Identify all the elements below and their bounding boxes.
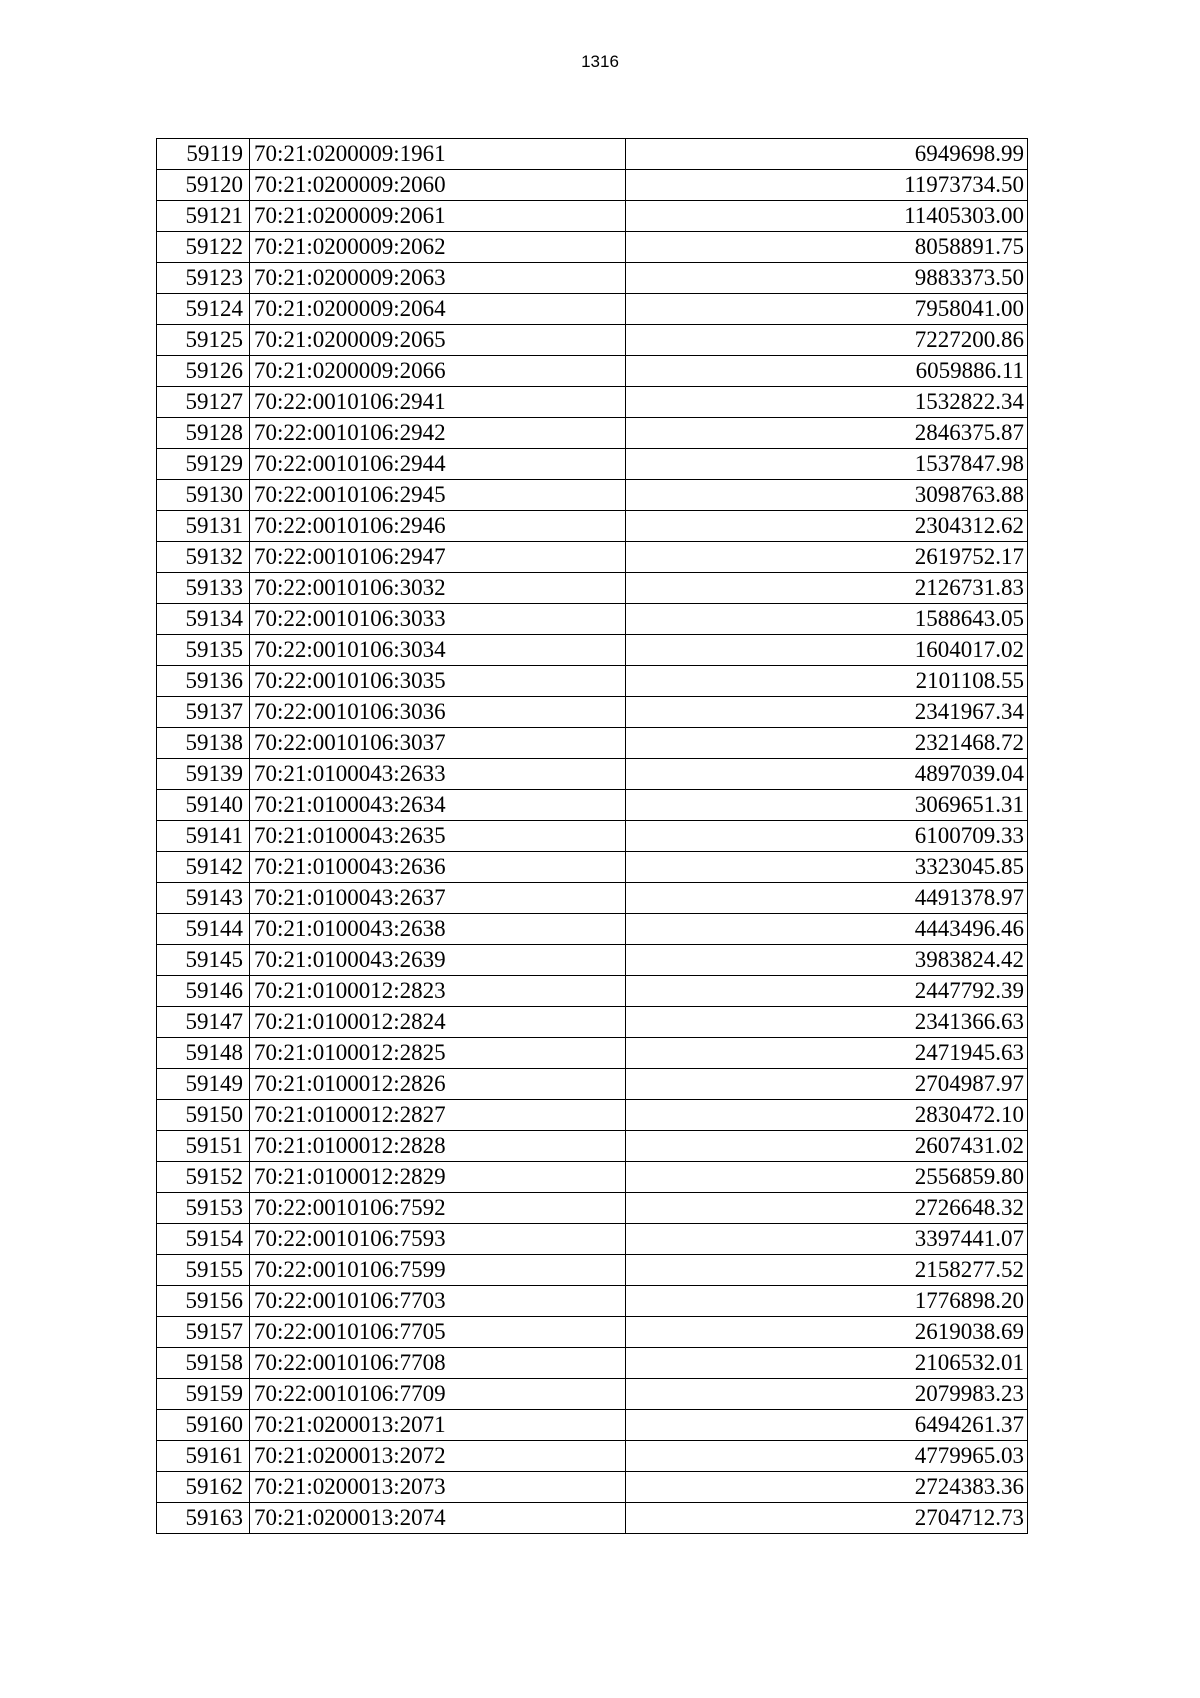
cadastral-number-cell: 70:22:0010106:3034 — [250, 635, 626, 666]
cadastral-number-cell: 70:22:0010106:7599 — [250, 1255, 626, 1286]
table-row — [157, 604, 1028, 635]
row-number-cell: 59126 — [157, 356, 250, 387]
cadastral-number-cell: 70:22:0010106:7709 — [250, 1379, 626, 1410]
row-number-cell: 59159 — [157, 1379, 250, 1410]
row-number-cell: 59146 — [157, 976, 250, 1007]
cadastral-value-cell: 1604017.02 — [626, 635, 1028, 666]
row-number-cell: 59153 — [157, 1193, 250, 1224]
table-row — [157, 1286, 1028, 1317]
table-row — [157, 232, 1028, 263]
row-number-cell: 59163 — [157, 1503, 250, 1534]
cadastral-value-cell: 11405303.00 — [626, 201, 1028, 232]
table-row — [157, 449, 1028, 480]
row-number-cell: 59122 — [157, 232, 250, 263]
table-row — [157, 1100, 1028, 1131]
cadastral-value-cell: 1537847.98 — [626, 449, 1028, 480]
table-row — [157, 852, 1028, 883]
table-row — [157, 294, 1028, 325]
cadastral-value-cell: 2106532.01 — [626, 1348, 1028, 1379]
cadastral-value-cell: 4779965.03 — [626, 1441, 1028, 1472]
cadastral-value-cell: 3323045.85 — [626, 852, 1028, 883]
row-number-cell: 59129 — [157, 449, 250, 480]
cadastral-value-cell: 6494261.37 — [626, 1410, 1028, 1441]
cadastral-number-cell: 70:22:0010106:3035 — [250, 666, 626, 697]
table-row — [157, 1441, 1028, 1472]
row-number-cell: 59128 — [157, 418, 250, 449]
cadastral-number-cell: 70:22:0010106:7593 — [250, 1224, 626, 1255]
row-number-cell: 59147 — [157, 1007, 250, 1038]
row-number-cell: 59124 — [157, 294, 250, 325]
cadastral-number-cell: 70:21:0100012:2828 — [250, 1131, 626, 1162]
cadastral-value-cell: 7958041.00 — [626, 294, 1028, 325]
cadastral-number-cell: 70:22:0010106:2946 — [250, 511, 626, 542]
cadastral-number-cell: 70:22:0010106:7705 — [250, 1317, 626, 1348]
cadastral-number-cell: 70:21:0100012:2829 — [250, 1162, 626, 1193]
cadastral-value-cell: 2447792.39 — [626, 976, 1028, 1007]
table-row — [157, 201, 1028, 232]
cadastral-value-table — [156, 138, 1028, 1534]
row-number-cell: 59138 — [157, 728, 250, 759]
row-number-cell: 59139 — [157, 759, 250, 790]
table-row — [157, 263, 1028, 294]
table-row — [157, 821, 1028, 852]
table-row — [157, 1038, 1028, 1069]
cadastral-value-cell: 2126731.83 — [626, 573, 1028, 604]
page-number: 1316 — [581, 52, 619, 71]
cadastral-value-cell: 2704987.97 — [626, 1069, 1028, 1100]
table-row — [157, 1069, 1028, 1100]
table-row — [157, 1224, 1028, 1255]
row-number-cell: 59135 — [157, 635, 250, 666]
cadastral-number-cell: 70:21:0200013:2074 — [250, 1503, 626, 1534]
cadastral-number-cell: 70:22:0010106:2944 — [250, 449, 626, 480]
table-row — [157, 914, 1028, 945]
cadastral-number-cell: 70:21:0100012:2825 — [250, 1038, 626, 1069]
cadastral-number-cell: 70:21:0100043:2638 — [250, 914, 626, 945]
table-row — [157, 666, 1028, 697]
row-number-cell: 59142 — [157, 852, 250, 883]
row-number-cell: 59149 — [157, 1069, 250, 1100]
cadastral-value-cell: 9883373.50 — [626, 263, 1028, 294]
cadastral-number-cell: 70:21:0100043:2635 — [250, 821, 626, 852]
cadastral-value-cell: 1588643.05 — [626, 604, 1028, 635]
cadastral-number-cell: 70:21:0100043:2639 — [250, 945, 626, 976]
cadastral-value-table-container — [156, 138, 1027, 1534]
row-number-cell: 59132 — [157, 542, 250, 573]
cadastral-value-cell: 2726648.32 — [626, 1193, 1028, 1224]
cadastral-value-cell: 2704712.73 — [626, 1503, 1028, 1534]
table-row — [157, 1007, 1028, 1038]
table-row — [157, 1503, 1028, 1534]
table-row — [157, 1255, 1028, 1286]
cadastral-number-cell: 70:22:0010106:7703 — [250, 1286, 626, 1317]
cadastral-number-cell: 70:21:0200009:2060 — [250, 170, 626, 201]
table-row — [157, 976, 1028, 1007]
cadastral-number-cell: 70:22:0010106:2947 — [250, 542, 626, 573]
cadastral-value-cell: 2846375.87 — [626, 418, 1028, 449]
cadastral-value-cell: 3397441.07 — [626, 1224, 1028, 1255]
row-number-cell: 59162 — [157, 1472, 250, 1503]
table-row — [157, 790, 1028, 821]
cadastral-value-cell: 2724383.36 — [626, 1472, 1028, 1503]
cadastral-number-cell: 70:21:0200009:2061 — [250, 201, 626, 232]
table-row — [157, 1472, 1028, 1503]
table-row — [157, 1348, 1028, 1379]
cadastral-value-cell: 2556859.80 — [626, 1162, 1028, 1193]
row-number-cell: 59150 — [157, 1100, 250, 1131]
row-number-cell: 59136 — [157, 666, 250, 697]
cadastral-value-cell: 2607431.02 — [626, 1131, 1028, 1162]
row-number-cell: 59145 — [157, 945, 250, 976]
row-number-cell: 59151 — [157, 1131, 250, 1162]
cadastral-number-cell: 70:21:0200009:2064 — [250, 294, 626, 325]
row-number-cell: 59127 — [157, 387, 250, 418]
row-number-cell: 59161 — [157, 1441, 250, 1472]
cadastral-value-cell: 6100709.33 — [626, 821, 1028, 852]
cadastral-number-cell: 70:21:0100043:2633 — [250, 759, 626, 790]
cadastral-value-cell: 2619038.69 — [626, 1317, 1028, 1348]
table-row — [157, 1317, 1028, 1348]
cadastral-value-cell: 2341967.34 — [626, 697, 1028, 728]
row-number-cell: 59120 — [157, 170, 250, 201]
table-row — [157, 418, 1028, 449]
cadastral-number-cell: 70:22:0010106:7592 — [250, 1193, 626, 1224]
cadastral-value-cell: 2079983.23 — [626, 1379, 1028, 1410]
table-row — [157, 573, 1028, 604]
table-row — [157, 325, 1028, 356]
row-number-cell: 59144 — [157, 914, 250, 945]
cadastral-value-cell: 1776898.20 — [626, 1286, 1028, 1317]
cadastral-value-cell: 1532822.34 — [626, 387, 1028, 418]
cadastral-number-cell: 70:21:0100012:2827 — [250, 1100, 626, 1131]
table-row — [157, 1193, 1028, 1224]
cadastral-number-cell: 70:21:0200009:2066 — [250, 356, 626, 387]
cadastral-value-cell: 11973734.50 — [626, 170, 1028, 201]
row-number-cell: 59130 — [157, 480, 250, 511]
cadastral-number-cell: 70:21:0200009:2065 — [250, 325, 626, 356]
table-row — [157, 480, 1028, 511]
row-number-cell: 59154 — [157, 1224, 250, 1255]
cadastral-value-cell: 2101108.55 — [626, 666, 1028, 697]
cadastral-number-cell: 70:21:0200013:2073 — [250, 1472, 626, 1503]
row-number-cell: 59143 — [157, 883, 250, 914]
cadastral-value-cell: 6949698.99 — [626, 139, 1028, 170]
cadastral-value-cell: 2341366.63 — [626, 1007, 1028, 1038]
table-body — [157, 139, 1028, 1534]
cadastral-number-cell: 70:21:0200009:2062 — [250, 232, 626, 263]
row-number-cell: 59119 — [157, 139, 250, 170]
cadastral-value-cell: 2158277.52 — [626, 1255, 1028, 1286]
cadastral-value-cell: 2830472.10 — [626, 1100, 1028, 1131]
cadastral-number-cell: 70:21:0100012:2823 — [250, 976, 626, 1007]
table-row — [157, 170, 1028, 201]
cadastral-number-cell: 70:21:0100012:2826 — [250, 1069, 626, 1100]
cadastral-number-cell: 70:21:0100043:2634 — [250, 790, 626, 821]
row-number-cell: 59160 — [157, 1410, 250, 1441]
cadastral-number-cell: 70:22:0010106:2941 — [250, 387, 626, 418]
table-row — [157, 511, 1028, 542]
table-row — [157, 542, 1028, 573]
cadastral-value-cell: 8058891.75 — [626, 232, 1028, 263]
row-number-cell: 59121 — [157, 201, 250, 232]
table-row — [157, 1162, 1028, 1193]
cadastral-value-cell: 2321468.72 — [626, 728, 1028, 759]
row-number-cell: 59140 — [157, 790, 250, 821]
cadastral-number-cell: 70:22:0010106:7708 — [250, 1348, 626, 1379]
cadastral-number-cell: 70:22:0010106:2945 — [250, 480, 626, 511]
cadastral-number-cell: 70:21:0100012:2824 — [250, 1007, 626, 1038]
table-row — [157, 759, 1028, 790]
cadastral-value-cell: 6059886.11 — [626, 356, 1028, 387]
table-row — [157, 728, 1028, 759]
row-number-cell: 59158 — [157, 1348, 250, 1379]
row-number-cell: 59141 — [157, 821, 250, 852]
cadastral-value-cell: 4443496.46 — [626, 914, 1028, 945]
cadastral-number-cell: 70:22:0010106:3032 — [250, 573, 626, 604]
table-row — [157, 1410, 1028, 1441]
cadastral-number-cell: 70:22:0010106:3033 — [250, 604, 626, 635]
cadastral-value-cell: 3098763.88 — [626, 480, 1028, 511]
row-number-cell: 59156 — [157, 1286, 250, 1317]
row-number-cell: 59155 — [157, 1255, 250, 1286]
cadastral-number-cell: 70:21:0100043:2636 — [250, 852, 626, 883]
row-number-cell: 59148 — [157, 1038, 250, 1069]
table-row — [157, 945, 1028, 976]
row-number-cell: 59157 — [157, 1317, 250, 1348]
cadastral-number-cell: 70:22:0010106:3036 — [250, 697, 626, 728]
cadastral-number-cell: 70:22:0010106:2942 — [250, 418, 626, 449]
row-number-cell: 59133 — [157, 573, 250, 604]
row-number-cell: 59137 — [157, 697, 250, 728]
row-number-cell: 59125 — [157, 325, 250, 356]
table-row — [157, 883, 1028, 914]
cadastral-number-cell: 70:21:0200009:1961 — [250, 139, 626, 170]
cadastral-value-cell: 2619752.17 — [626, 542, 1028, 573]
row-number-cell: 59131 — [157, 511, 250, 542]
table-row — [157, 697, 1028, 728]
table-row — [157, 356, 1028, 387]
table-row — [157, 387, 1028, 418]
cadastral-number-cell: 70:21:0200013:2072 — [250, 1441, 626, 1472]
table-row — [157, 635, 1028, 666]
cadastral-value-cell: 7227200.86 — [626, 325, 1028, 356]
cadastral-number-cell: 70:21:0200013:2071 — [250, 1410, 626, 1441]
cadastral-value-cell: 3983824.42 — [626, 945, 1028, 976]
table-row — [157, 139, 1028, 170]
cadastral-value-cell: 3069651.31 — [626, 790, 1028, 821]
row-number-cell: 59134 — [157, 604, 250, 635]
cadastral-number-cell: 70:21:0200009:2063 — [250, 263, 626, 294]
row-number-cell: 59123 — [157, 263, 250, 294]
cadastral-value-cell: 2471945.63 — [626, 1038, 1028, 1069]
cadastral-number-cell: 70:21:0100043:2637 — [250, 883, 626, 914]
cadastral-value-cell: 4491378.97 — [626, 883, 1028, 914]
row-number-cell: 59152 — [157, 1162, 250, 1193]
table-row — [157, 1131, 1028, 1162]
table-row — [157, 1379, 1028, 1410]
cadastral-number-cell: 70:22:0010106:3037 — [250, 728, 626, 759]
cadastral-value-cell: 2304312.62 — [626, 511, 1028, 542]
cadastral-value-cell: 4897039.04 — [626, 759, 1028, 790]
